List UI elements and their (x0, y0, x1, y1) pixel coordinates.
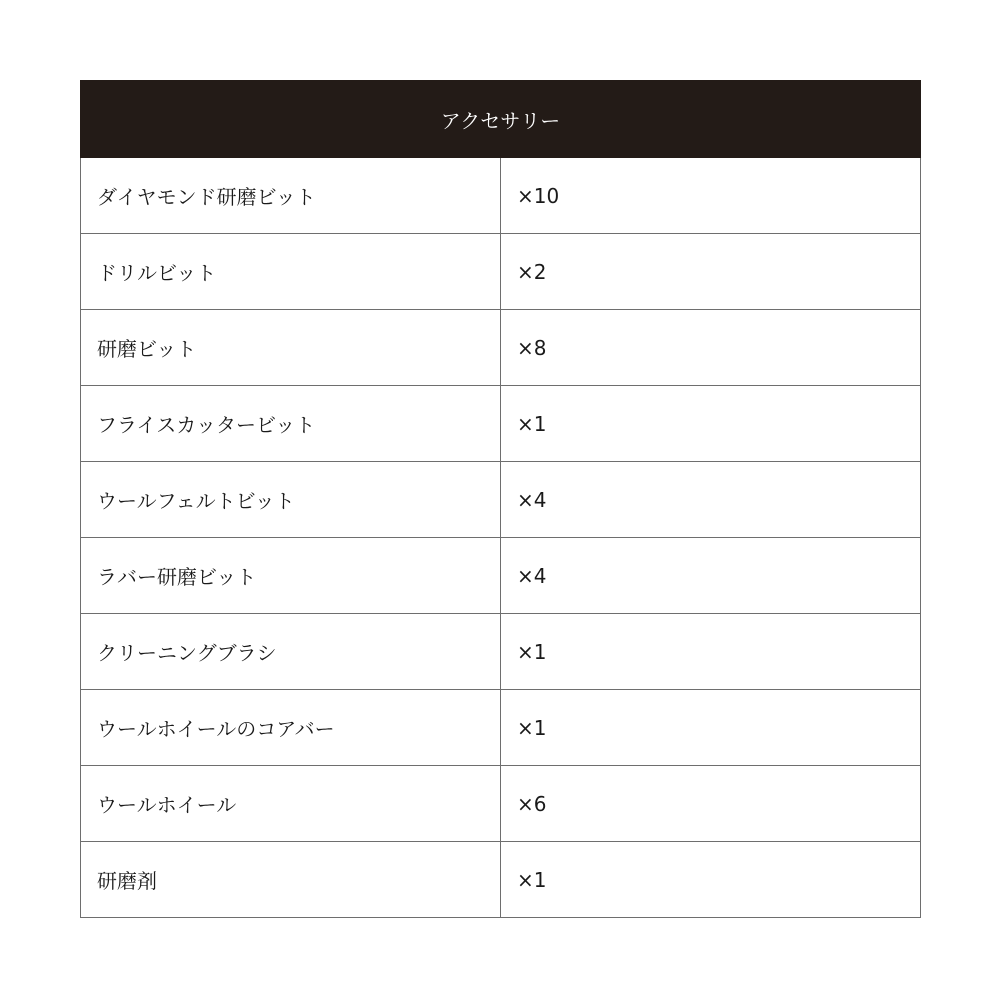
table-row (81, 842, 921, 918)
table-row (81, 158, 921, 234)
item-quantity: ×2 (501, 234, 921, 310)
item-quantity: ×1 (501, 842, 921, 918)
table-row (81, 386, 921, 462)
item-name: ダイヤモンド研磨ビット (81, 158, 501, 234)
item-name: 研磨ビット (81, 310, 501, 386)
item-name: フライスカッタービット (81, 386, 501, 462)
table-row (81, 614, 921, 690)
table-header-row (81, 81, 921, 158)
item-name: クリーニングブラシ (81, 614, 501, 690)
item-quantity: ×1 (501, 386, 921, 462)
item-quantity: ×1 (501, 614, 921, 690)
table-row (81, 234, 921, 310)
item-quantity: ×1 (501, 690, 921, 766)
item-quantity: ×8 (501, 310, 921, 386)
item-quantity: ×4 (501, 538, 921, 614)
item-name: ウールホイールのコアバー (81, 690, 501, 766)
item-name: ドリルビット (81, 234, 501, 310)
item-name: ラバー研磨ビット (81, 538, 501, 614)
table-row (81, 538, 921, 614)
item-name: ウールホイール (81, 766, 501, 842)
item-quantity: ×6 (501, 766, 921, 842)
accessories-table (80, 80, 921, 918)
table-row (81, 310, 921, 386)
item-name: ウールフェルトビット (81, 462, 501, 538)
item-quantity: ×10 (501, 158, 921, 234)
item-quantity: ×4 (501, 462, 921, 538)
item-name: 研磨剤 (81, 842, 501, 918)
table-header: アクセサリー (81, 81, 921, 158)
table-row (81, 690, 921, 766)
table-row (81, 462, 921, 538)
table-row (81, 766, 921, 842)
